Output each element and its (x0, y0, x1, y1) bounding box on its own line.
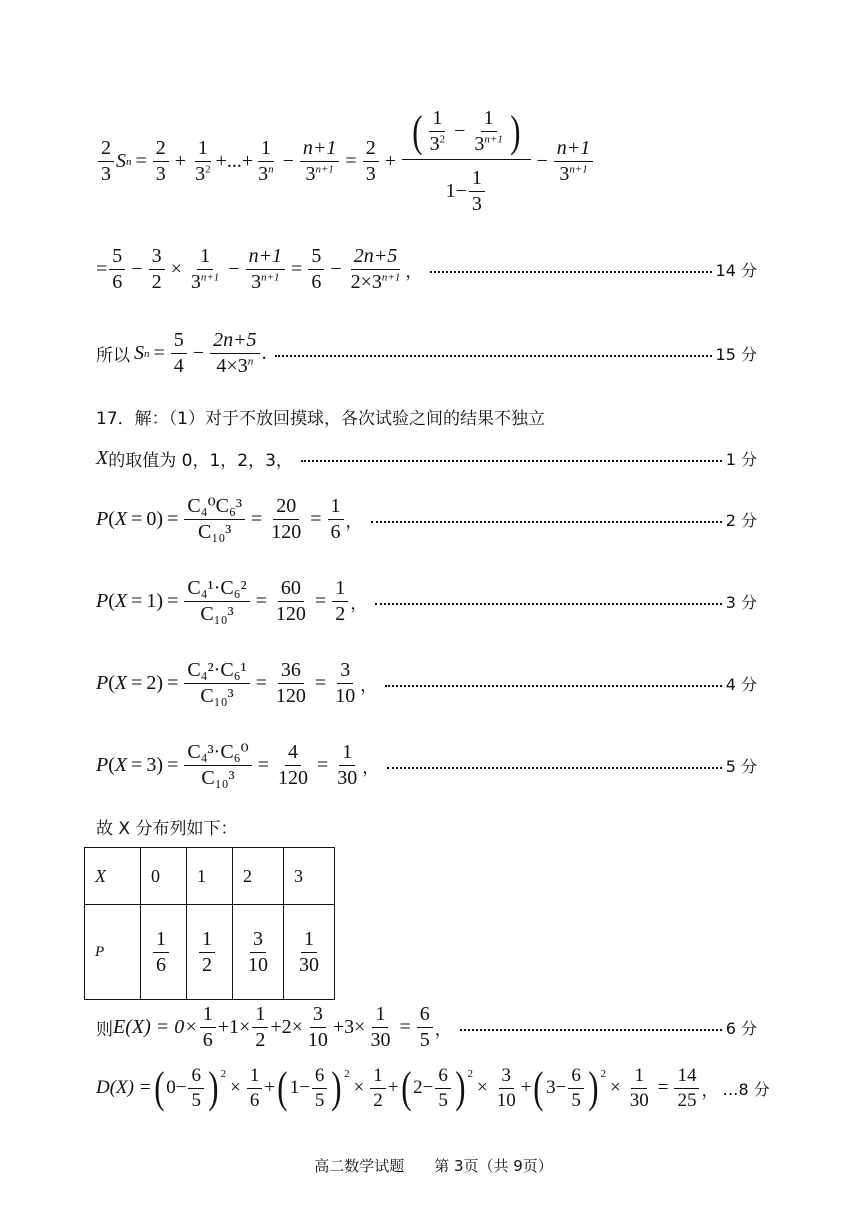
frac-den: 25 (677, 1089, 697, 1111)
frac-num: 2 (363, 138, 379, 162)
distribution-table (84, 847, 335, 1000)
dot-leader (385, 685, 722, 687)
frac-den: 120 (275, 603, 306, 625)
frac-den: 5 (419, 1029, 430, 1051)
frac-den: 5 (191, 1089, 201, 1111)
var-x: X (96, 447, 109, 469)
frac-den: 2 (335, 603, 346, 625)
frac-num: 1 (469, 168, 485, 192)
dot-leader (275, 355, 712, 357)
table-cell (187, 905, 233, 1000)
table-row-x (85, 848, 335, 905)
frac-den: 6 (156, 953, 166, 976)
q17-heading (96, 404, 867, 429)
table-cell: 0 (141, 848, 187, 905)
prob-k: 0 (146, 508, 157, 530)
frac-num: 5 (109, 246, 125, 270)
frac-num: 6 (417, 1004, 433, 1028)
exp: n+1 (261, 271, 280, 284)
frac-den: 2 (373, 1089, 383, 1111)
term-prefix: +2× (270, 1016, 303, 1038)
frac-den: 5 (571, 1089, 581, 1111)
frac-num: 1 (252, 1004, 268, 1028)
frac-num: 14 (674, 1066, 699, 1089)
table-cell (284, 905, 335, 1000)
frac-num: 3 (499, 1066, 515, 1089)
frac-den: 6 (330, 521, 341, 543)
frac-den: 2 (151, 271, 162, 293)
frac-num: 2 (98, 138, 114, 162)
frac-den: 10 (496, 1089, 516, 1111)
frac-num: 1 (199, 929, 215, 953)
exp: 2 (205, 163, 211, 176)
exp: n+1 (315, 163, 334, 176)
dot-leader (387, 767, 722, 769)
prefix-text: 所以 (96, 346, 130, 366)
frac-num: 1 (332, 578, 348, 602)
dist-intro-text: 故 X 分布列如下： (96, 819, 238, 839)
sn-result-line: 所以 S n = $\frac{5}{4}$ − $\frac{2n+5}{4\times 3^n}$ . 15 分 (96, 329, 757, 377)
frac-den: 3 (258, 163, 269, 185)
frac-num: 1 (153, 929, 169, 953)
frac-den: 3 (474, 133, 485, 155)
frac-num: 1 (370, 1066, 386, 1089)
score-mark: 4 分 (725, 675, 757, 694)
term-inner: 1− (289, 1077, 310, 1099)
one-minus: 1− (445, 180, 467, 202)
frac-den: 5 (438, 1089, 448, 1111)
frac-den: 6 (249, 1089, 260, 1111)
frac-num: 20 (273, 496, 299, 520)
frac-den: 6 (202, 1029, 213, 1051)
frac-den: C₁₀³ (200, 603, 234, 625)
prob-k: 1 (146, 590, 157, 612)
prob-line-2: P ( X = 2 ) = $\frac{\text{C₄²·C₆¹}}{\text{C₁₀³}}$ = $\frac{36}{120}$ = $\frac{3}{10}$ ， 4 分 (96, 659, 757, 707)
frac-den: 5 (314, 1089, 325, 1111)
frac-num: 2 (153, 138, 169, 162)
dot-leader (375, 603, 722, 605)
prob-k: 3 (146, 754, 157, 776)
frac-num: 1 (631, 1066, 647, 1089)
frac-num: 1 (328, 496, 344, 520)
page-footer: 高二数学试题 第 3页（共 9页） (314, 1157, 553, 1175)
expect-lhs: E(X) = 0× (113, 1016, 198, 1038)
dot-leader (430, 271, 711, 273)
frac-den: 2 (202, 953, 212, 976)
equals: = (135, 150, 147, 172)
frac-num: 5 (171, 330, 187, 354)
table-cell (141, 905, 187, 1000)
exp: n+1 (200, 271, 220, 284)
dist-intro (96, 814, 867, 839)
var-s: S (134, 342, 144, 364)
table-cell: 1 (187, 848, 233, 905)
frac-den: 3 (429, 133, 440, 155)
score-mark: 6 分 (725, 1019, 757, 1038)
frac-num: 3 (337, 660, 353, 684)
term-inner: 2− (413, 1077, 434, 1099)
frac-num: n+1 (554, 138, 594, 162)
table-row-p (85, 905, 335, 1000)
frac-num: 1 (481, 108, 497, 132)
frac-num: 5 (308, 246, 324, 270)
sn-equation-line-1: $\frac{2}{3}$ S n = $\frac{2}{3}$ + $\frac{1}{3^2}$ +...+ $\frac{1}{3^n}$ − $\frac{n+1}{3^{n+1}}$ = $\frac{2}{3}$ + ( $\frac{1}{3^2}$ − $\frac{1}{3^{n+1}}$ ) 1− $\frac{1}{3}$ − $\frac{n+1}{3^{n+1}}$ (96, 108, 867, 215)
frac-den: 120 (271, 521, 302, 543)
frac-den: 3 (155, 163, 166, 185)
frac-den: 4×3 (216, 355, 248, 377)
frac-num: 1 (247, 1066, 263, 1089)
frac-den: 30 (299, 953, 319, 976)
x-values-text: 的取值为 0，1，2，3， (108, 451, 293, 471)
frac-den: C₁₀³ (201, 767, 235, 789)
frac-num: 1 (301, 929, 317, 953)
table-cell: 2 (233, 848, 284, 905)
frac-num: 1 (372, 1004, 388, 1028)
frac-num: C₄⁰C₆³ (184, 496, 245, 520)
frac-num: n+1 (246, 246, 286, 270)
exp: n (268, 163, 274, 176)
dot-leader (460, 1029, 722, 1031)
term-inner: 0− (166, 1077, 187, 1099)
frac-den: 3 (365, 163, 376, 185)
frac-den: 3 (190, 271, 201, 293)
exp: n+1 (569, 163, 588, 176)
table-cell (233, 905, 284, 1000)
frac-den: 3 (305, 163, 316, 185)
frac-den: 3 (251, 271, 262, 293)
frac-num: 1 (339, 742, 355, 766)
term-inner: 3− (546, 1077, 567, 1099)
ellipsis: +...+ (215, 150, 254, 172)
frac-num: 3 (250, 929, 266, 953)
dot-leader (371, 521, 722, 523)
frac-num: 1 (258, 138, 274, 162)
frac-num: 6 (568, 1066, 584, 1089)
frac-den: C₁₀³ (198, 521, 232, 543)
score-mark: 15 分 (715, 345, 757, 364)
exp: 2 (439, 133, 446, 146)
dot-leader (301, 460, 722, 462)
frac-num: 3 (149, 246, 165, 270)
frac-num: 1 (195, 138, 211, 162)
frac-num: C₄²·C₆¹ (184, 660, 249, 684)
frac-num: n+1 (300, 138, 340, 162)
frac-den: 2 (255, 1029, 266, 1051)
geometric-sum-fraction: ( $\frac{1}{3^2}$ − $\frac{1}{3^{n+1}}$ ) 1− $\frac{1}{3}$ (402, 108, 531, 215)
frac-num: 60 (278, 578, 304, 602)
frac-num: 1 (429, 108, 445, 132)
prefix-text: 则 (96, 1020, 113, 1040)
frac-num: 1 (200, 1004, 216, 1028)
x-values-line (96, 446, 757, 471)
score-mark: 5 分 (725, 757, 757, 776)
table-cell: 3 (284, 848, 335, 905)
frac-num: 1 (197, 246, 213, 270)
frac-num: 36 (278, 660, 304, 684)
frac-den: C₁₀³ (200, 685, 234, 707)
score-mark: 2 分 (725, 511, 757, 530)
frac-den: 3 (559, 163, 570, 185)
frac-den: 3 (195, 163, 206, 185)
frac-num: C₄³·C₆⁰ (184, 742, 251, 766)
prob-line-3: P ( X = 3 ) = $\frac{\text{C₄³·C₆⁰}}{\text{C₁₀³}}$ = $\frac{4}{120}$ = $\frac{1}{30}$ ， 5 分 (96, 741, 757, 789)
prob-k: 2 (146, 672, 157, 694)
frac-den: 6 (311, 271, 322, 293)
score-mark: …8 分 (722, 1079, 770, 1099)
prob-line-1: P ( X = 1 ) = $\frac{\text{C₄¹·C₆²}}{\text{C₁₀³}}$ = $\frac{60}{120}$ = $\frac{1}{2}$ ， 3 分 (96, 577, 757, 625)
equals: = (399, 1016, 411, 1038)
q17-heading-text: 17．解：（1）对于不放回摸球，各次试验之间的结果不独立 (96, 409, 545, 429)
frac-den: 4 (173, 355, 184, 377)
var-s: S (116, 150, 126, 172)
frac-den: 6 (112, 271, 123, 293)
exp: n (247, 355, 254, 368)
frac-den: 10 (248, 953, 268, 976)
expectation-line: 则 E(X) = 0× $\frac{1}{6}$ +1× $\frac{1}{2}$ +2× $\frac{3}{10}$ +3× $\frac{1}{30}$ = $\frac{6}{5}$ ， 6 分 (96, 1003, 757, 1051)
frac-den: 10 (307, 1029, 328, 1051)
frac-den: 120 (277, 767, 308, 789)
frac-num: 6 (435, 1066, 451, 1089)
table-head-x: X (85, 848, 141, 905)
frac-num: 3 (310, 1004, 326, 1028)
frac-den: 3 (471, 193, 482, 215)
score-mark: 14 分 (715, 261, 757, 280)
frac-den: 120 (275, 685, 306, 707)
frac-den: 10 (335, 685, 356, 707)
frac-num: 2n+5 (351, 246, 401, 270)
frac-den: 30 (629, 1089, 649, 1111)
frac-den: 30 (337, 767, 358, 789)
table-head-p: P (85, 905, 141, 1000)
score-mark: 1 分 (725, 450, 757, 469)
frac-num: 4 (285, 742, 301, 766)
exp: n+1 (484, 133, 503, 146)
frac-num: C₄¹·C₆² (184, 578, 249, 602)
frac-den: 30 (370, 1029, 391, 1051)
variance-line: D(X) = ( 0− $\frac{6}{5}$ ) $^2$ × $\frac{1}{6}$ + ( 1− $\frac{6}{5}$ ) $^2$ × $\frac{1}{2}$ + ( 2− $\frac{6}{5}$ ) $^2$ × $\frac{3}{10}$ + ( 3− $\frac{6}{5}$ ) $^2$ × $\frac{1}{30}$ = $\frac{14}{25}$ ， …8 分 (96, 1063, 770, 1113)
frac-den: 2×3 (350, 271, 382, 293)
frac-num: 6 (188, 1066, 204, 1089)
term-prefix: +3× (332, 1016, 366, 1038)
sn-equation-line-2: = $\frac{5}{6}$ − $\frac{3}{2}$ × $\frac{1}{3^{n+1}}$ − $\frac{n+1}{3^{n+1}}$ = $\frac{5}{6}$ − $\frac{2n+5}{2\times 3^{n+1}}$ ， 14 分 (96, 245, 757, 293)
frac-den: 3 (101, 163, 111, 185)
prob-line-0: P ( X = 0 ) = $\frac{\text{C₄⁰C₆³}}{\text{C₁₀³}}$ = $\frac{20}{120}$ = $\frac{1}{6}$ ， 2 分 (96, 495, 757, 543)
frac-num: 2n+5 (210, 330, 260, 354)
term-prefix: +1× (217, 1016, 251, 1038)
frac-num: 6 (312, 1066, 328, 1089)
variance-lhs: D(X) = (96, 1077, 152, 1099)
score-mark: 3 分 (725, 593, 757, 612)
exp: n+1 (381, 271, 401, 284)
